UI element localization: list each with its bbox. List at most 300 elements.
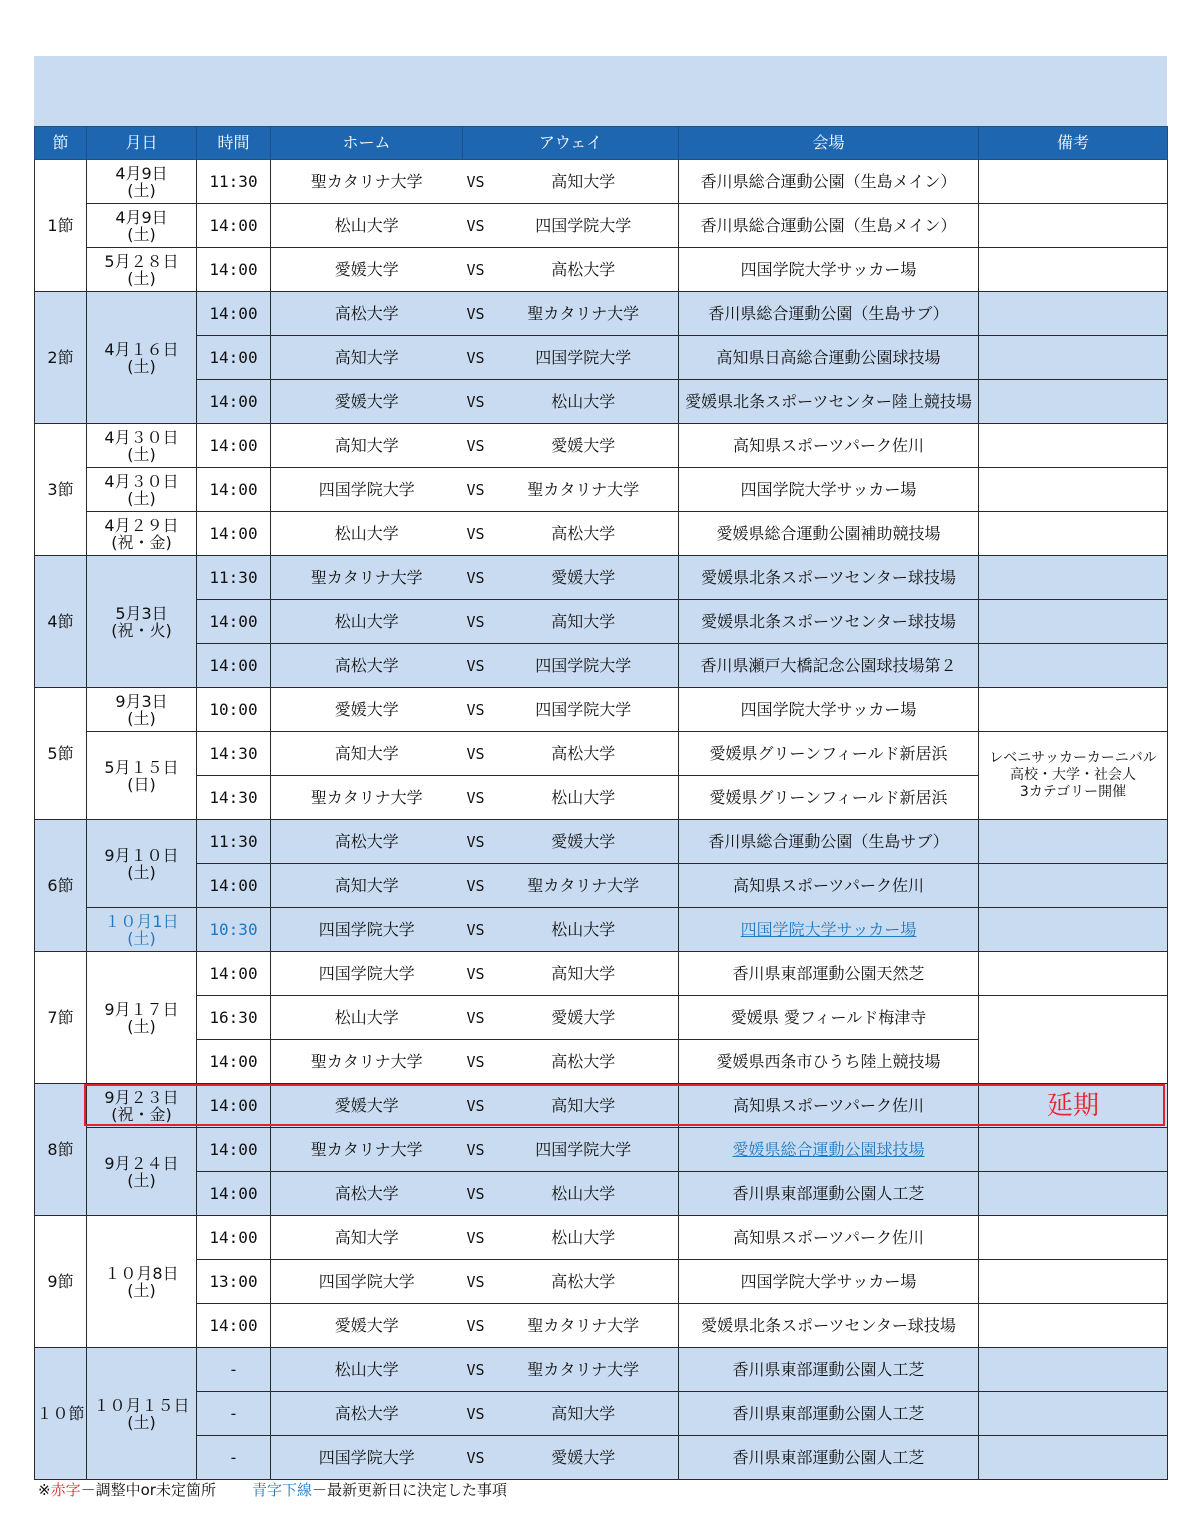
away-team: 聖カタリナ大学 [489,864,679,908]
venue-text: 香川県東部運動公園人工芝 [732,1447,925,1467]
home-team: 高松大学 [271,292,463,336]
away-team: 四国学院大学 [489,204,679,248]
header-round: 節 [35,127,87,160]
home-team: 聖カタリナ大学 [271,1128,463,1172]
match-date [87,512,197,556]
match-time: 10:30 [197,908,271,952]
match-venue [679,204,979,248]
cell-line: (土) [127,1170,156,1190]
match-date [87,820,197,908]
venue-text: 愛媛県総合運動公園球技場 [732,1139,925,1159]
match-venue [679,292,979,336]
cell-line: (祝・金) [111,1104,172,1124]
match-row [35,204,1168,248]
vs-label: VS [463,820,489,864]
venue-text: 愛媛県グリーンフィールド新居浜 [709,787,948,807]
away-team: 高松大学 [489,732,679,776]
match-venue [679,556,979,600]
cell-line: (土) [127,356,156,376]
vs-label: VS [463,732,489,776]
home-team: 高知大学 [271,1216,463,1260]
cell-line: (土) [127,268,156,288]
match-date [87,160,197,204]
notes-cell [979,336,1168,380]
home-team: 高松大学 [271,820,463,864]
match-time: 14:00 [197,380,271,424]
home-team: 四国学院大学 [271,1436,463,1480]
legend-red-desc: －調整中or未定箇所 [80,1481,216,1499]
home-team: 愛媛大学 [271,1084,463,1128]
match-venue [679,380,979,424]
match-row [35,1128,1168,1172]
legend-blue-desc: －最新更新日に決定した事項 [311,1481,507,1499]
cell-line: 4月9日 [115,207,168,227]
notes-cell [979,1304,1168,1348]
match-time: 14:00 [197,864,271,908]
match-row [35,1216,1168,1260]
away-team: 愛媛大学 [489,1436,679,1480]
cell-line: １０月1日 [104,911,179,931]
cell-line: (土) [127,862,156,882]
round-label: 5節 [35,688,87,820]
match-time: - [197,1392,271,1436]
vs-label: VS [463,380,489,424]
venue-text: 愛媛県グリーンフィールド新居浜 [709,743,948,763]
match-time: 14:00 [197,204,271,248]
away-team: 愛媛大学 [489,556,679,600]
match-venue [679,160,979,204]
match-time: 14:30 [197,732,271,776]
vs-label: VS [463,776,489,820]
away-team: 高知大学 [489,160,679,204]
match-date [87,1128,197,1216]
match-row [35,1436,1168,1480]
notes-cell [979,1216,1168,1260]
cell-line: (日) [127,774,156,794]
vs-label: VS [463,644,489,688]
cell-line: 9月２３日 [104,1087,179,1107]
cell-line: (土) [127,444,156,464]
match-date [87,424,197,468]
home-team: 松山大学 [271,1348,463,1392]
venue-text: 香川県総合運動公園（生島サブ） [708,303,949,323]
match-venue [679,1304,979,1348]
away-team: 聖カタリナ大学 [489,468,679,512]
venue-text: 四国学院大学サッカー場 [740,699,917,719]
home-team: 高知大学 [271,732,463,776]
match-time: 14:00 [197,512,271,556]
cell-line: 9月3日 [115,691,168,711]
match-time: 14:30 [197,776,271,820]
venue-text: 香川県総合運動公園（生島サブ） [708,831,949,851]
match-time: 14:00 [197,468,271,512]
match-date [87,1084,197,1128]
match-venue [679,644,979,688]
match-time: 16:30 [197,996,271,1040]
match-venue [679,952,979,996]
notes-cell [979,468,1168,512]
match-time: 13:00 [197,1260,271,1304]
vs-label: VS [463,1040,489,1084]
match-time: 14:00 [197,336,271,380]
home-team: 聖カタリナ大学 [271,160,463,204]
match-time: 14:00 [197,424,271,468]
match-venue [679,908,979,952]
header-time: 時間 [197,127,271,160]
home-team: 聖カタリナ大学 [271,556,463,600]
venue-text: 香川県総合運動公園（生島メイン） [700,215,957,235]
venue-text: 愛媛県北条スポーツセンター球技場 [701,1315,956,1335]
match-time: 14:00 [197,952,271,996]
away-team: 高知大学 [489,600,679,644]
header-notes: 備考 [979,127,1168,160]
vs-label: VS [463,996,489,1040]
cell-line: 9月１０日 [104,845,179,865]
title-banner [34,56,1167,126]
vs-label: VS [463,1304,489,1348]
header-away: アウェイ [463,127,679,160]
away-team: 聖カタリナ大学 [489,292,679,336]
cell-line: 4月３０日 [104,471,179,491]
notes-cell [979,908,1168,952]
match-time: 10:00 [197,688,271,732]
home-team: 愛媛大学 [271,380,463,424]
cell-line: 5月２８日 [104,251,179,271]
away-team: 松山大学 [489,908,679,952]
match-time: 14:00 [197,1216,271,1260]
round-label: 1節 [35,160,87,292]
postponed-note: 延期 [979,1084,1168,1128]
away-team: 聖カタリナ大学 [489,1304,679,1348]
away-team: 松山大学 [489,1216,679,1260]
round-label: 6節 [35,820,87,952]
away-team: 高松大学 [489,1040,679,1084]
legend-mark: ※ [38,1481,51,1499]
notes-cell [979,1260,1168,1304]
match-venue [679,864,979,908]
notes-cell [979,1436,1168,1480]
cell-line: (土) [127,224,156,244]
home-team: 松山大学 [271,512,463,556]
match-row [35,468,1168,512]
match-time: - [197,1348,271,1392]
away-team: 松山大学 [489,776,679,820]
notes-cell [979,996,1168,1084]
away-team: 松山大学 [489,1172,679,1216]
away-team: 四国学院大学 [489,336,679,380]
vs-label: VS [463,336,489,380]
match-time: 14:00 [197,1172,271,1216]
home-team: 聖カタリナ大学 [271,1040,463,1084]
home-team: 四国学院大学 [271,952,463,996]
venue-text: 四国学院大学サッカー場 [740,259,917,279]
match-venue [679,1128,979,1172]
match-venue [679,424,979,468]
venue-text: 香川県総合運動公園（生島メイン） [700,171,957,191]
venue-text: 四国学院大学サッカー場 [740,919,917,939]
match-row [35,600,1168,644]
notes-cell [979,1128,1168,1172]
notes-cell [979,952,1168,996]
match-row [35,644,1168,688]
notes-cell [979,160,1168,204]
match-row [35,688,1168,732]
away-team: 愛媛大学 [489,820,679,864]
match-venue [679,732,979,776]
header-venue: 会場 [679,127,979,160]
vs-label: VS [463,1436,489,1480]
match-row [35,248,1168,292]
vs-label: VS [463,468,489,512]
home-team: 愛媛大学 [271,1304,463,1348]
home-team: 高知大学 [271,424,463,468]
cell-line: (祝・金) [111,532,172,552]
schedule-sheet [34,56,1167,1480]
schedule-table [34,126,1168,1480]
away-team: 松山大学 [489,380,679,424]
notes-round5 [979,732,1168,820]
match-row [35,908,1168,952]
match-venue [679,776,979,820]
match-venue [679,1216,979,1260]
match-row [35,1348,1168,1392]
away-team: 高松大学 [489,512,679,556]
notes-cell [979,1172,1168,1216]
home-team: 高松大学 [271,1392,463,1436]
venue-text: 高知県スポーツパーク佐川 [732,1227,925,1247]
match-row [35,820,1168,864]
vs-label: VS [463,160,489,204]
cell-line: (土) [127,1016,156,1036]
match-row [35,864,1168,908]
match-venue [679,1436,979,1480]
match-row [35,336,1168,380]
match-row [35,732,1168,776]
notes-cell [979,1392,1168,1436]
vs-label: VS [463,1348,489,1392]
cell-line: 4月２９日 [104,515,179,535]
match-row [35,1260,1168,1304]
match-row [35,1172,1168,1216]
vs-label: VS [463,1392,489,1436]
home-team: 愛媛大学 [271,688,463,732]
match-venue [679,512,979,556]
match-row [35,512,1168,556]
match-row [35,292,1168,336]
venue-text: 愛媛県北条スポーツセンター球技場 [701,567,956,587]
round-label: 2節 [35,292,87,424]
round-label: 7節 [35,952,87,1084]
cell-line: 5月3日 [115,603,168,623]
match-date [87,204,197,248]
match-date [87,732,197,820]
match-date [87,248,197,292]
home-team: 愛媛大学 [271,248,463,292]
cell-line: (土) [127,1280,156,1300]
legend-red-word: 赤字 [50,1481,81,1499]
vs-label: VS [463,908,489,952]
match-row [35,1392,1168,1436]
match-row [35,556,1168,600]
notes-cell [979,380,1168,424]
match-venue [679,468,979,512]
home-team: 四国学院大学 [271,908,463,952]
away-team: 四国学院大学 [489,1128,679,1172]
venue-text: 愛媛県北条スポーツセンター球技場 [701,611,956,631]
vs-label: VS [463,512,489,556]
footer-legend [38,1480,507,1500]
legend-blue-word: 青字下線 [251,1481,312,1499]
cell-line: レベニサッカーカーニバル [989,750,1157,766]
home-team: 聖カタリナ大学 [271,776,463,820]
home-team: 松山大学 [271,996,463,1040]
match-date [87,1348,197,1480]
venue-text: 高知県スポーツパーク佐川 [732,435,925,455]
away-team: 聖カタリナ大学 [489,1348,679,1392]
away-team: 高知大学 [489,1084,679,1128]
away-team: 高知大学 [489,1392,679,1436]
vs-label: VS [463,1084,489,1128]
match-venue [679,1392,979,1436]
venue-text: 高知県スポーツパーク佐川 [732,1095,925,1115]
header-row [35,127,1168,160]
match-row [35,1304,1168,1348]
away-team: 愛媛大学 [489,424,679,468]
cell-line: 9月２４日 [104,1153,179,1173]
notes-cell [979,424,1168,468]
venue-text: 四国学院大学サッカー場 [740,479,917,499]
round-label: １０節 [35,1348,87,1480]
home-team: 高松大学 [271,644,463,688]
match-time: 11:30 [197,820,271,864]
home-team: 松山大学 [271,204,463,248]
header-home: ホーム [271,127,463,160]
cell-line: (土) [127,708,156,728]
notes-cell [979,820,1168,864]
vs-label: VS [463,864,489,908]
notes-cell [979,248,1168,292]
match-time: 14:00 [197,1304,271,1348]
venue-text: 高知県スポーツパーク佐川 [732,875,925,895]
notes-cell [979,1348,1168,1392]
home-team: 高松大学 [271,1172,463,1216]
match-time: - [197,1436,271,1480]
vs-label: VS [463,204,489,248]
notes-cell [979,292,1168,336]
venue-text: 愛媛県総合運動公園補助競技場 [716,523,941,543]
match-date [87,688,197,732]
match-time: 14:00 [197,292,271,336]
cell-line: 4月３０日 [104,427,179,447]
notes-cell [979,512,1168,556]
notes-cell [979,556,1168,600]
notes-cell [979,864,1168,908]
cell-line: 5月１５日 [104,757,179,777]
match-time: 14:00 [197,644,271,688]
cell-line: (土) [127,1412,156,1432]
match-row [35,380,1168,424]
venue-text: 香川県東部運動公園人工芝 [732,1359,925,1379]
cell-line: 4月9日 [115,163,168,183]
vs-label: VS [463,688,489,732]
header-date: 月日 [87,127,197,160]
match-date [87,292,197,424]
away-team: 四国学院大学 [489,688,679,732]
match-venue [679,996,979,1040]
cell-line: １０月１５日 [93,1395,190,1415]
match-date [87,952,197,1084]
venue-text: 香川県東部運動公園人工芝 [732,1183,925,1203]
cell-line: (土) [127,180,156,200]
vs-label: VS [463,248,489,292]
match-time: 11:30 [197,556,271,600]
away-team: 高松大学 [489,1260,679,1304]
venue-text: 香川県東部運動公園天然芝 [732,963,925,983]
match-venue [679,820,979,864]
cell-line: 3カテゴリー開催 [1019,784,1127,800]
venue-text: 香川県東部運動公園人工芝 [732,1403,925,1423]
match-venue [679,336,979,380]
vs-label: VS [463,1216,489,1260]
home-team: 松山大学 [271,600,463,644]
venue-text: 香川県瀬戸大橋記念公園球技場第２ [700,655,957,675]
away-team: 愛媛大学 [489,996,679,1040]
match-time: 14:00 [197,1128,271,1172]
vs-label: VS [463,1128,489,1172]
round-label: 9節 [35,1216,87,1348]
notes-cell [979,204,1168,248]
notes-cell [979,644,1168,688]
match-venue [679,1084,979,1128]
vs-label: VS [463,424,489,468]
home-team: 高知大学 [271,336,463,380]
match-time: 14:00 [197,1040,271,1084]
cell-line: 9月１７日 [104,999,179,1019]
venue-text: 愛媛県 愛フィールド梅津寺 [730,1007,927,1027]
vs-label: VS [463,292,489,336]
cell-line: １０月8日 [104,1263,179,1283]
match-row [35,424,1168,468]
venue-text: 四国学院大学サッカー場 [740,1271,917,1291]
match-date [87,556,197,688]
match-venue [679,600,979,644]
match-row [35,1084,1168,1128]
home-team: 四国学院大学 [271,468,463,512]
match-venue [679,248,979,292]
vs-label: VS [463,1260,489,1304]
match-time: 14:00 [197,1084,271,1128]
match-date [87,908,197,952]
match-row [35,952,1168,996]
match-row [35,160,1168,204]
match-venue [679,688,979,732]
match-row [35,996,1168,1040]
venue-text: 愛媛県北条スポーツセンター陸上競技場 [685,391,972,411]
match-venue [679,1040,979,1084]
match-venue [679,1172,979,1216]
vs-label: VS [463,600,489,644]
vs-label: VS [463,556,489,600]
away-team: 高知大学 [489,952,679,996]
round-label: 4節 [35,556,87,688]
round-label: 3節 [35,424,87,556]
match-date [87,468,197,512]
vs-label: VS [463,952,489,996]
title-japanese [34,56,1167,59]
notes-cell [979,688,1168,732]
match-date [87,1216,197,1348]
notes-cell [979,600,1168,644]
